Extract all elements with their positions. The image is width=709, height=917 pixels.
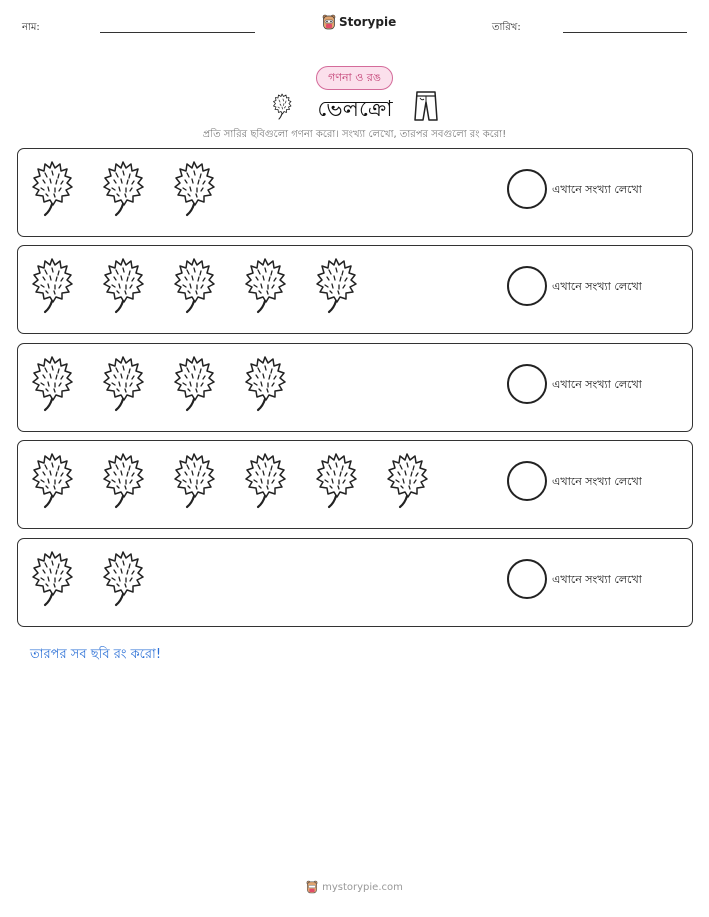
storypie-bear-icon <box>306 880 318 894</box>
answer-label: এখানে সংখ্যা লেখো <box>552 280 642 293</box>
durian-icon <box>172 354 243 422</box>
row-pictures <box>30 549 172 617</box>
answer-circle[interactable] <box>507 461 547 501</box>
durian-icon <box>30 354 101 422</box>
answer-circle[interactable] <box>507 266 547 306</box>
site-footer <box>0 880 709 894</box>
durian-icon <box>101 354 172 422</box>
storypie-bear-icon <box>322 14 336 30</box>
durian-icon <box>30 451 101 519</box>
instructions: প্রতি সারির ছবিগুলো গণনা করো। সংখ্যা লেখো, তারপর সবগুলো রং করো! <box>202 129 507 140</box>
durian-icon <box>314 256 385 324</box>
durian-icon <box>385 451 456 519</box>
date-label: তারিখ: <box>492 22 521 33</box>
answer-label: এখানে সংখ্যা লেখো <box>552 183 642 196</box>
topic-badge: গণনা ও রঙ <box>316 66 393 90</box>
page-title: ভেলক্রো <box>317 97 393 122</box>
name-line[interactable] <box>100 32 255 33</box>
durian-icon <box>172 256 243 324</box>
brand-name: Storypie <box>339 15 397 29</box>
durian-icon <box>101 256 172 324</box>
counting-row <box>17 440 693 529</box>
brand-logo <box>322 14 396 30</box>
row-pictures <box>30 451 456 519</box>
row-pictures <box>30 159 243 227</box>
durian-icon <box>243 354 314 422</box>
pants-icon <box>412 90 440 122</box>
durian-icon <box>172 451 243 519</box>
durian-icon <box>101 549 172 617</box>
durian-icon <box>270 92 294 120</box>
date-line[interactable] <box>563 32 687 33</box>
row-pictures <box>30 354 314 422</box>
counting-row <box>17 538 693 627</box>
durian-icon <box>101 451 172 519</box>
answer-label: এখানে সংখ্যা লেখো <box>552 573 642 586</box>
answer-circle[interactable] <box>507 364 547 404</box>
site-url: mystorypie.com <box>322 881 403 893</box>
counting-row <box>17 245 693 334</box>
counting-row <box>17 148 693 237</box>
durian-icon <box>172 159 243 227</box>
durian-icon <box>243 256 314 324</box>
durian-icon <box>101 159 172 227</box>
counting-row <box>17 343 693 432</box>
title-row <box>0 90 709 124</box>
durian-icon <box>243 451 314 519</box>
durian-icon <box>30 159 101 227</box>
answer-label: এখানে সংখ্যা লেখো <box>552 378 642 391</box>
durian-icon <box>314 451 385 519</box>
durian-icon <box>30 549 101 617</box>
durian-icon <box>30 256 101 324</box>
row-pictures <box>30 256 385 324</box>
footer-note: তারপর সব ছবি রং করো! <box>30 647 162 662</box>
answer-label: এখানে সংখ্যা লেখো <box>552 475 642 488</box>
answer-circle[interactable] <box>507 559 547 599</box>
answer-circle[interactable] <box>507 169 547 209</box>
name-label: নাম: <box>22 22 40 33</box>
